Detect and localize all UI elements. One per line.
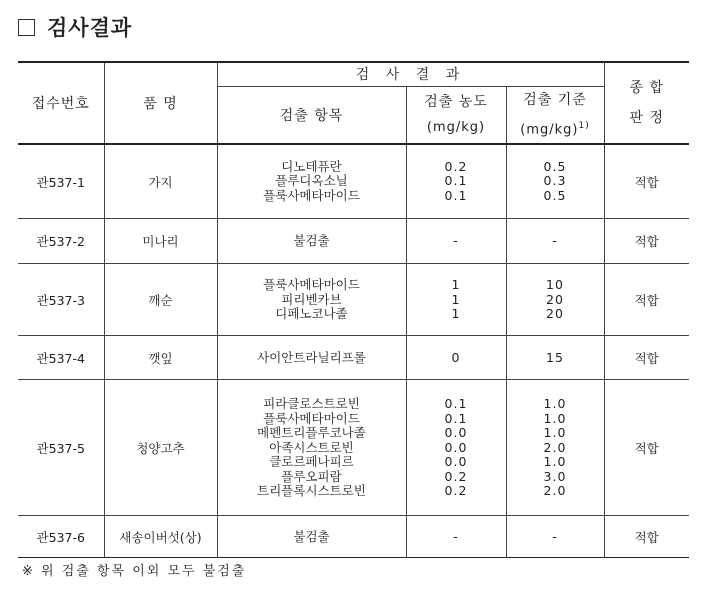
- detected-item-cell-line: 플룩사메타마이드: [263, 187, 360, 203]
- table-row: [18, 219, 689, 264]
- receipt-no-cell: 관537-4: [18, 336, 104, 380]
- detected-item-cell-line: 불검출: [293, 528, 330, 544]
- detected-item-cell: [217, 336, 406, 380]
- footer-note: ※ 위 검출 항목 이외 모두 불검출: [22, 564, 247, 579]
- standard-cell: [506, 144, 604, 219]
- concentration-cell-line: 0.1: [444, 410, 468, 426]
- standard-cell-line: 1.0: [543, 425, 567, 441]
- standard-cell: [506, 264, 604, 336]
- header-product: 품 명: [104, 62, 217, 144]
- table-row: [18, 380, 689, 516]
- verdict-cell: 적합: [604, 380, 689, 516]
- standard-cell-line: 3.0: [543, 468, 567, 484]
- concentration-cell-line: 0.2: [444, 483, 468, 499]
- receipt-no-cell: 관537-1: [18, 144, 104, 219]
- concentration-cell-line: -: [453, 528, 459, 544]
- standard-cell-line: 0.5: [543, 187, 567, 203]
- header-concentration-label: 검출 농도: [424, 93, 488, 110]
- detected-item-cell-line: 디페노코나졸: [275, 306, 348, 322]
- standard-cell-line: 20: [546, 291, 564, 307]
- standard-cell-line: 0.5: [543, 158, 567, 174]
- detected-item-cell-line: 트리플록시스트로빈: [257, 483, 366, 499]
- header-concentration-unit: (mg/kg): [426, 119, 486, 135]
- detected-item-cell: [217, 380, 406, 516]
- header-standard-label: 검출 기준: [523, 91, 587, 108]
- standard-cell-line: 2.0: [543, 439, 567, 455]
- standard-cell-line: 2.0: [543, 483, 567, 499]
- detected-item-cell: [217, 516, 406, 558]
- concentration-cell-line: 0.2: [444, 468, 468, 484]
- concentration-cell: [406, 264, 506, 336]
- concentration-cell-line: 0.0: [444, 425, 468, 441]
- concentration-cell-line: 0.0: [444, 454, 468, 470]
- header-overall: [604, 62, 689, 144]
- detected-item-cell-line: 플루오피람: [281, 468, 342, 484]
- product-cell: 깻잎: [104, 336, 217, 380]
- header-standard: [506, 86, 604, 144]
- table-row: [18, 336, 689, 380]
- table-row: [18, 264, 689, 336]
- product-cell: 깨순: [104, 264, 217, 336]
- section-title: 검사결과: [47, 16, 133, 40]
- standard-cell-line: 20: [546, 306, 564, 322]
- standard-cell: [506, 219, 604, 264]
- standard-cell-line: 1.0: [543, 454, 567, 470]
- header-overall-line2: 판 정: [629, 109, 664, 126]
- standard-cell-line: 0.3: [543, 173, 567, 189]
- concentration-cell: [406, 144, 506, 219]
- standard-cell-line: -: [552, 528, 558, 544]
- detected-item-cell-line: 피리벤카브: [281, 291, 342, 307]
- concentration-cell-line: 0.1: [444, 173, 468, 189]
- detected-item-cell-line: 클로르페나피르: [269, 454, 354, 470]
- verdict-cell: 적합: [604, 144, 689, 219]
- standard-cell: [506, 380, 604, 516]
- concentration-cell-line: 0.1: [444, 396, 468, 412]
- product-cell: 청양고추: [104, 380, 217, 516]
- concentration-cell-line: 0.0: [444, 439, 468, 455]
- detected-item-cell-line: 아족시스트로빈: [269, 439, 354, 455]
- verdict-cell: 적합: [604, 336, 689, 380]
- receipt-no-cell: 관537-5: [18, 380, 104, 516]
- header-standard-unit: $(mg/kg)^{1)}$: [520, 120, 590, 137]
- concentration-cell: [406, 219, 506, 264]
- detected-item-cell-line: 불검출: [293, 233, 330, 249]
- detected-item-cell: [217, 144, 406, 219]
- header-concentration: [406, 86, 506, 144]
- concentration-cell-line: -: [453, 233, 459, 249]
- standard-cell: [506, 516, 604, 558]
- detected-item-cell-line: 플루디옥소닐: [275, 173, 348, 189]
- detected-item-cell-line: 플룩사메타마이드: [263, 277, 360, 293]
- standard-footnote-mark: 1): [578, 120, 590, 131]
- table-row: [18, 516, 689, 558]
- concentration-cell: [406, 380, 506, 516]
- receipt-no-cell: 관537-6: [18, 516, 104, 558]
- detected-item-cell-line: 피라클로스트로빈: [263, 396, 360, 412]
- standard-cell-line: 10: [546, 277, 564, 293]
- standard-cell-line: 1.0: [543, 410, 567, 426]
- detected-item-cell-line: 사이안트라닐리프롤: [257, 349, 366, 365]
- detected-item-cell: [217, 264, 406, 336]
- header-results-group: 검 사 결 과: [217, 62, 604, 86]
- concentration-cell-line: 1: [451, 306, 461, 322]
- concentration-cell: [406, 336, 506, 380]
- detected-item-cell-line: 디노테퓨란: [281, 158, 342, 174]
- concentration-cell-line: 0.2: [444, 158, 468, 174]
- header-overall-line1: 종 합: [629, 79, 664, 96]
- header-item: 검출 항목: [217, 86, 406, 144]
- concentration-cell-line: 0.1: [444, 187, 468, 203]
- product-cell: 새송이버섯(상): [104, 516, 217, 558]
- header-receipt-no: 접수번호: [18, 62, 104, 144]
- concentration-cell-line: 1: [451, 291, 461, 307]
- verdict-cell: 적합: [604, 219, 689, 264]
- concentration-cell-line: 0: [451, 349, 461, 365]
- table-row: [18, 144, 689, 219]
- standard-cell-line: 15: [546, 349, 564, 365]
- standard-cell: [506, 336, 604, 380]
- concentration-cell: [406, 516, 506, 558]
- concentration-cell-line: 1: [451, 277, 461, 293]
- receipt-no-cell: 관537-2: [18, 219, 104, 264]
- standard-cell-line: -: [552, 233, 558, 249]
- detected-item-cell: [217, 219, 406, 264]
- checkbox-square-icon: [18, 19, 35, 36]
- product-cell: 가지: [104, 144, 217, 219]
- standard-cell-line: 1.0: [543, 396, 567, 412]
- results-table: [18, 61, 689, 558]
- detected-item-cell-line: 메펜트리플루코나졸: [257, 425, 366, 441]
- detected-item-cell-line: 플룩사메타마이드: [263, 410, 360, 426]
- verdict-cell: 적합: [604, 516, 689, 558]
- verdict-cell: 적합: [604, 264, 689, 336]
- product-cell: 미나리: [104, 219, 217, 264]
- receipt-no-cell: 관537-3: [18, 264, 104, 336]
- section-heading: [18, 12, 132, 42]
- results-table-body: [18, 144, 689, 558]
